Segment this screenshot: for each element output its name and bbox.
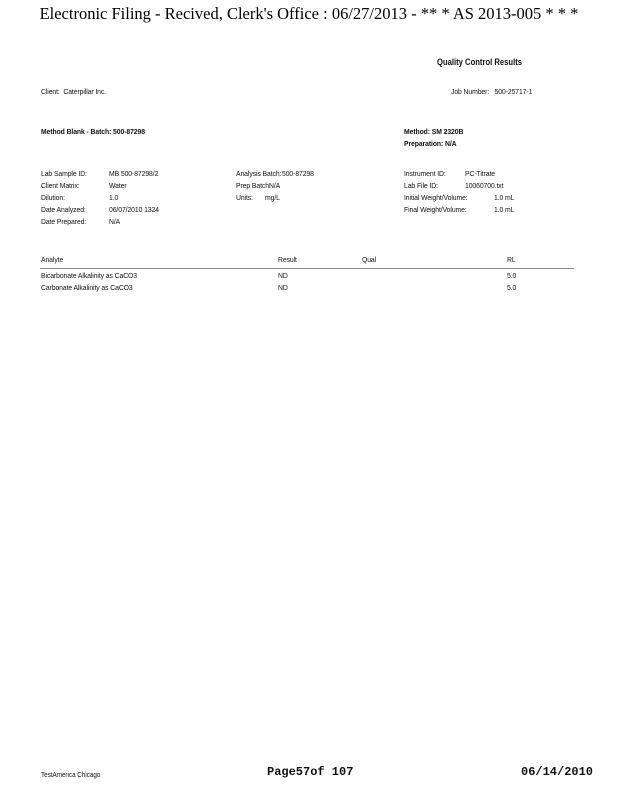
info-value: MB 500-87298/2 [109,169,159,178]
info-value: 500-87298 [282,169,314,178]
info-label: Analysis Batch: [236,169,282,178]
row-analyte: Bicarbonate Alkalinity as CaCO3 [41,271,137,280]
header-analyte: Analyte [41,255,64,264]
job-number-value: 500-25717-1 [494,87,533,96]
client-label: Client: [41,87,60,96]
info-label: Prep Batch: [236,181,271,190]
client-field [41,87,106,96]
job-number-field [451,87,532,96]
info-value: Water [109,181,127,190]
info-label: Final Weight/Volume: [404,205,467,214]
info-value: 06/07/2010 1324 [109,205,159,214]
info-label: Instrument ID: [404,169,446,178]
info-value: 1.0 mL [494,205,515,214]
row-rl: 5.0 [507,283,517,292]
info-label: Date Prepared: [41,217,87,226]
info-label: Lab Sample ID: [41,169,87,178]
filing-banner: Electronic Filing - Recived, Clerk's Office : 06/27/2013 - ** * AS 2013-005 * * * [39,4,579,23]
header-divider [40,268,574,269]
row-result: ND [278,271,288,280]
client-value: Caterpillar Inc. [63,87,106,96]
header-rl: RL [507,255,516,264]
header-qual: Qual [362,255,377,264]
info-label: Lab File ID: [404,181,438,190]
preparation: Preparation: N/A [404,139,457,148]
method: Method: SM 2320B [404,127,464,136]
row-result: ND [278,283,288,292]
info-label: Initial Weight/Volume: [404,193,468,202]
info-value: 1.0 mL [494,193,515,202]
header-result: Result [278,255,297,264]
row-rl: 5.0 [507,271,517,280]
method-blank-batch: Method Blank - Batch: 500-87298 [41,127,145,136]
row-analyte: Carbonate Alkalinity as CaCO3 [41,283,133,292]
info-label: Client Matrix: [41,181,80,190]
info-label: Units: [236,193,253,202]
info-value: N/A [109,217,121,226]
footer-lab-name: TestAmerica Chicago [41,770,101,779]
info-label: Date Analyzed: [41,205,86,214]
footer-page-number: Page57of 107 [267,765,354,779]
info-value: N/A [269,181,281,190]
info-value: 1.0 [109,193,119,202]
info-label: Dilution: [41,193,65,202]
info-value: PC-Titrate [465,169,495,178]
info-value: 10060700.txt [465,181,504,190]
info-value: mg/L [265,193,280,202]
footer-date: 06/14/2010 [521,765,594,779]
report-title: Quality Control Results [437,57,523,67]
job-number-label: Job Number: [451,87,490,96]
